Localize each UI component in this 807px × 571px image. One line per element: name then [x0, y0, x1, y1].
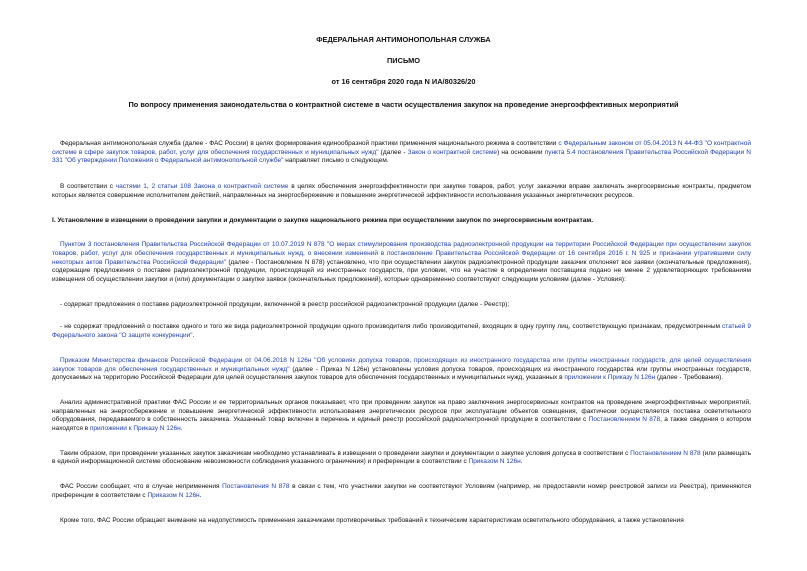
- text: ФАС России сообщает, что в случае неприменения: [60, 483, 223, 491]
- paragraph-order-126n: [52, 357, 751, 383]
- text: (далее - Постановление N 878) установлено, что при осуществлении закупок радиоэлектронной продукции заказчик отклоняет все заявки (окончательные предложения), содержащие предложения о поставке радиоэлектронной продукции, происходящей из иностранных государств, при условии, что на участие в определении поставщика подано не менее 2 удовлетворяющих требованиям извещения об осуществлении закупки и (или) документации о закупке заявок (окончательных предложений), которые одновременно соответствуют следующим условиям (далее - Условия):: [52, 258, 752, 284]
- section-heading-1: I. Установление в извещении о проведении закупки и документации о закупке национального режима при осуществлении закупок по энергосервисным контрактам.: [52, 216, 594, 224]
- link-order-126n-annex[interactable]: приложении к Приказу N 126н: [564, 374, 656, 382]
- text: В соответствии с: [60, 183, 116, 191]
- link-order-126n[interactable]: Приказом Министерства финансов Российской Федерации от 04.06.2018 N 126н "Об условиях допуска товаров, происходящих из иностранного государства или группы иностранных государств, для целей осуществления закупок товаров для обеспечения государственных и муниципальных нужд": [52, 356, 751, 373]
- agency-title: ФЕДЕРАЛЬНАЯ АНТИМОНОПОЛЬНАЯ СЛУЖБА: [316, 35, 491, 44]
- link-contract-system-law[interactable]: Закон о контрактной системе: [407, 148, 498, 156]
- link-order-126n-annex-ref[interactable]: приложении к Приказу N 126н: [89, 425, 181, 433]
- paragraph-additional: Кроме того, ФАС России обращает внимание на недопустимость применения заказчиками противоречивых требований к техническим характеристикам осветительного оборудования, а также установления: [60, 516, 684, 524]
- text: .: [520, 458, 523, 466]
- text: в целях обеспечения энергоэффективности при закупке товаров, работ, услуг заказчики вправе заключать энергосервисные контракты, предметом которых является совершение исполнителем действий, направленных на энергосбережение и повышение энергетической эффективности использования указанных энергетических ресурсов.: [52, 183, 752, 199]
- paragraph-resolution-878: [52, 241, 751, 285]
- link-resolution-878-ref[interactable]: Постановлением N 878: [588, 416, 661, 424]
- text: .: [192, 332, 195, 340]
- document-body: [52, 140, 751, 525]
- text: ,: [146, 183, 152, 191]
- text: направляет письмо о следующем.: [283, 157, 389, 165]
- text: .: [199, 491, 202, 499]
- link-law-44fz[interactable]: с Федеральным законом от 05.04.2013 N 44-ФЗ "О контрактной системе в сфере закупок товаров, работ, услуг для обеспечения государственных и муниципальных нужд": [52, 140, 751, 156]
- link-competition-law-article-9[interactable]: статьей 9 Федерального закона "О защите конкуренции": [52, 323, 751, 340]
- paragraph-conclusion: [52, 450, 751, 467]
- paragraph-condition-1: - содержат предложения о поставке радиоэлектронной продукции, включенной в реестр российской радиоэлектронной продукции (далее - Реестр);: [60, 300, 510, 308]
- link-article-108[interactable]: 2 статьи 108 Закона о контрактной системе: [151, 183, 289, 191]
- text: ) на основании: [497, 148, 545, 156]
- link-resolution-331[interactable]: пункта 5.4 постановления Правительства Российской Федерации N 331 "Об утверждении Положения о Федеральной антимонопольной службе": [52, 148, 751, 165]
- paragraph-condition-2: [52, 323, 751, 340]
- paragraph-energy-contracts: [52, 183, 751, 200]
- text: Анализ административной практики ФАС России и ее территориальных органов показывает, что при проведении закупок на право заключения энергосервисных контрактов на проведение энергоэффективных мероприятий, направленных на энергосбережение и повышение энергетической эффективности использования энергетических ресурсов при эксплуатации объектов освещения, фактически осуществляется поставка осветительного оборудования, передаваемого в собственность заказчика. Указанный товар включен в перечень и единый реестр российской радиоэлектронной продукции в соответствии с: [52, 398, 751, 424]
- link-resolution-878-preferences[interactable]: Постановления N 878: [222, 483, 290, 491]
- text: (или размещать в единой информационной системе обоснование невозможности соблюдения указанного ограничения) и преференции в соответствии с: [52, 449, 751, 466]
- link-resolution-878-conclusion[interactable]: Постановлением N 878: [630, 449, 701, 457]
- text: , а также сведения о котором находятся в: [52, 416, 751, 433]
- text: - не содержат предложений о поставке одного и того же вида радиоэлектронной продукции одного производителя либо производителей, входящих в одну группу лиц, соответствующую признакам, предусмотренным: [60, 323, 723, 331]
- text: (далее - Требования).: [655, 374, 724, 382]
- document-date: от 16 сентября 2020 года N ИА/80326/20: [331, 77, 476, 86]
- text: .: [180, 425, 183, 433]
- document-subject: По вопросу применения законодательства о контрактной системе в части осуществления закупок на проведение энергоэффективных мероприятий: [128, 100, 679, 109]
- text: Федеральная антимонопольная служба (далее - ФАС России) в целях формирования единообразной практики применения национального режима в соответствии: [60, 140, 559, 147]
- link-order-126n-preferences[interactable]: Приказом N 126н: [147, 491, 200, 499]
- text: в связи с тем, что участники закупки не соответствуют Условиям (например, не предоставили номер реестровой записи из Реестра), применяются преференции в соответствии с: [52, 483, 751, 499]
- link-order-126n-conclusion[interactable]: Приказом N 126н: [468, 458, 521, 466]
- document-type: ПИСЬМО: [387, 56, 420, 65]
- paragraph-preferences: [52, 483, 751, 500]
- text: (далее -: [378, 148, 408, 156]
- paragraph-intro: [52, 140, 751, 166]
- text: Таким образом, при проведении указанных закупок заказчикам необходимо устанавливать в извещении о проведении закупки и документации о закупке условия допуска в соответствии с: [60, 449, 631, 457]
- paragraph-practice-analysis: [52, 399, 751, 434]
- link-resolution-878[interactable]: Пунктом 3 постановления Правительства Российской Федерации от 10.07.2019 N 878 "О мерах стимулирования производства радиоэлектронной продукции на территории Российской Федерации при осуществлении закупок товаров, работ, услуг для обеспечения государственных и муниципальных нужд, о внесении изменений в постановление Правительства Российской Федерации от 16 сентября 2016 г. N 925 и признании утратившими силу некоторых актов Правительства Российской Федерации": [52, 241, 751, 266]
- text: (далее - Приказ N 126н) установлены условия допуска товаров, происходящих из иностранного государства или группы иностранных государств, допускаемых на территорию Российской Федерации для целей осуществления закупок товаров для обеспечения государственных и муниципальных нужд, указанных в: [52, 365, 751, 382]
- link-parts-1[interactable]: частями 1: [115, 183, 147, 191]
